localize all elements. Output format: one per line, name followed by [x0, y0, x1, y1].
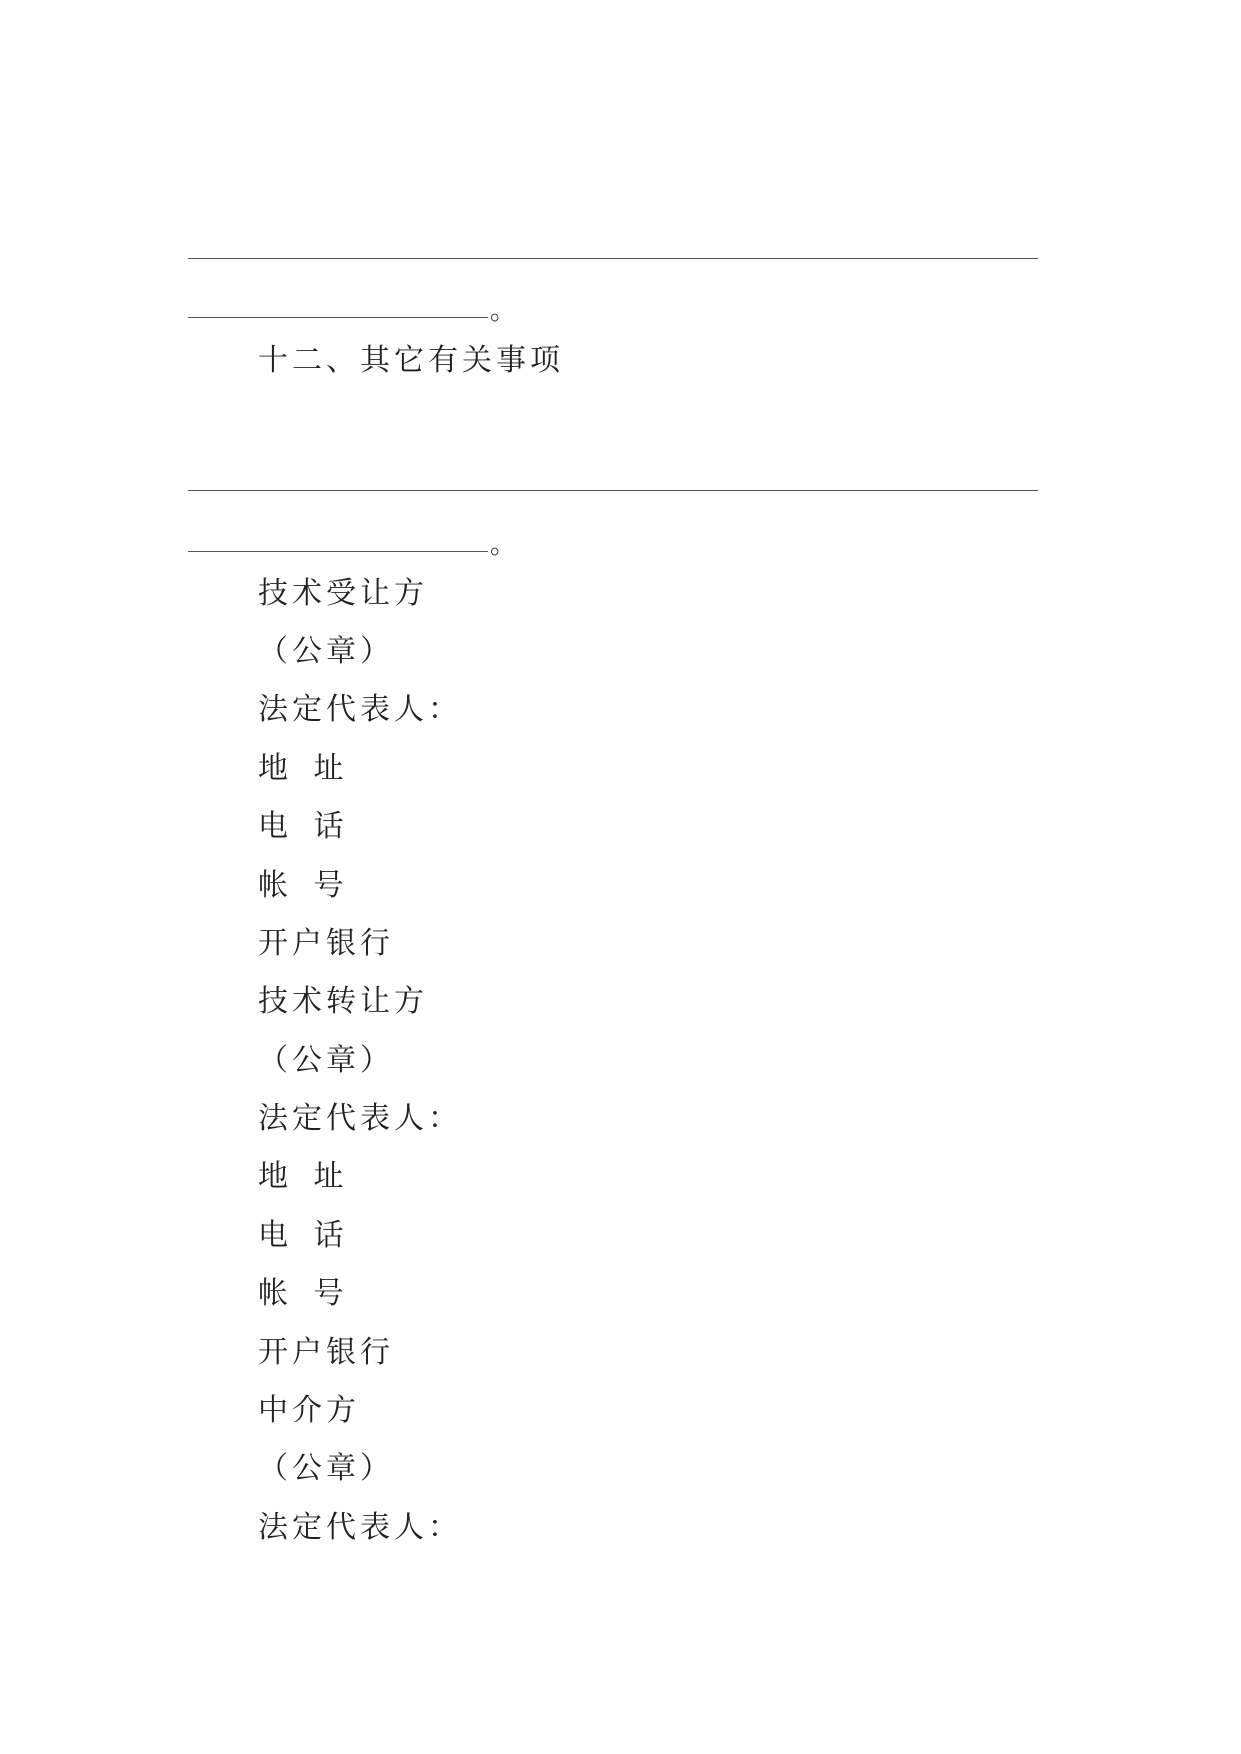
- section-heading: 十二、其它有关事项: [258, 343, 564, 378]
- blank-fill-line: [188, 258, 1038, 259]
- transferee-phone: 电 话: [258, 809, 348, 844]
- intermediary-title: 中介方: [258, 1393, 360, 1428]
- transferee-seal: （公章）: [258, 634, 394, 669]
- transferor-bank: 开户银行: [258, 1335, 394, 1370]
- intermediary-seal: （公章）: [258, 1451, 394, 1486]
- transferee-account: 帐 号: [258, 868, 348, 903]
- line-end-period: 。: [490, 530, 517, 560]
- blank-fill-line: [188, 551, 488, 552]
- transferor-legal-rep: 法定代表人：: [258, 1101, 462, 1136]
- blank-fill-line: [188, 490, 1038, 491]
- transferor-seal: （公章）: [258, 1043, 394, 1078]
- transferee-address: 地 址: [258, 751, 348, 786]
- transferee-bank: 开户银行: [258, 926, 394, 961]
- transferee-legal-rep: 法定代表人：: [258, 692, 462, 727]
- transferee-title: 技术受让方: [258, 576, 428, 611]
- intermediary-legal-rep: 法定代表人：: [258, 1510, 462, 1545]
- line-end-period: 。: [490, 296, 517, 326]
- blank-fill-line: [188, 317, 488, 318]
- transferor-address: 地 址: [258, 1159, 348, 1194]
- transferor-phone: 电 话: [258, 1218, 348, 1253]
- transferor-title: 技术转让方: [258, 984, 428, 1019]
- transferor-account: 帐 号: [258, 1276, 348, 1311]
